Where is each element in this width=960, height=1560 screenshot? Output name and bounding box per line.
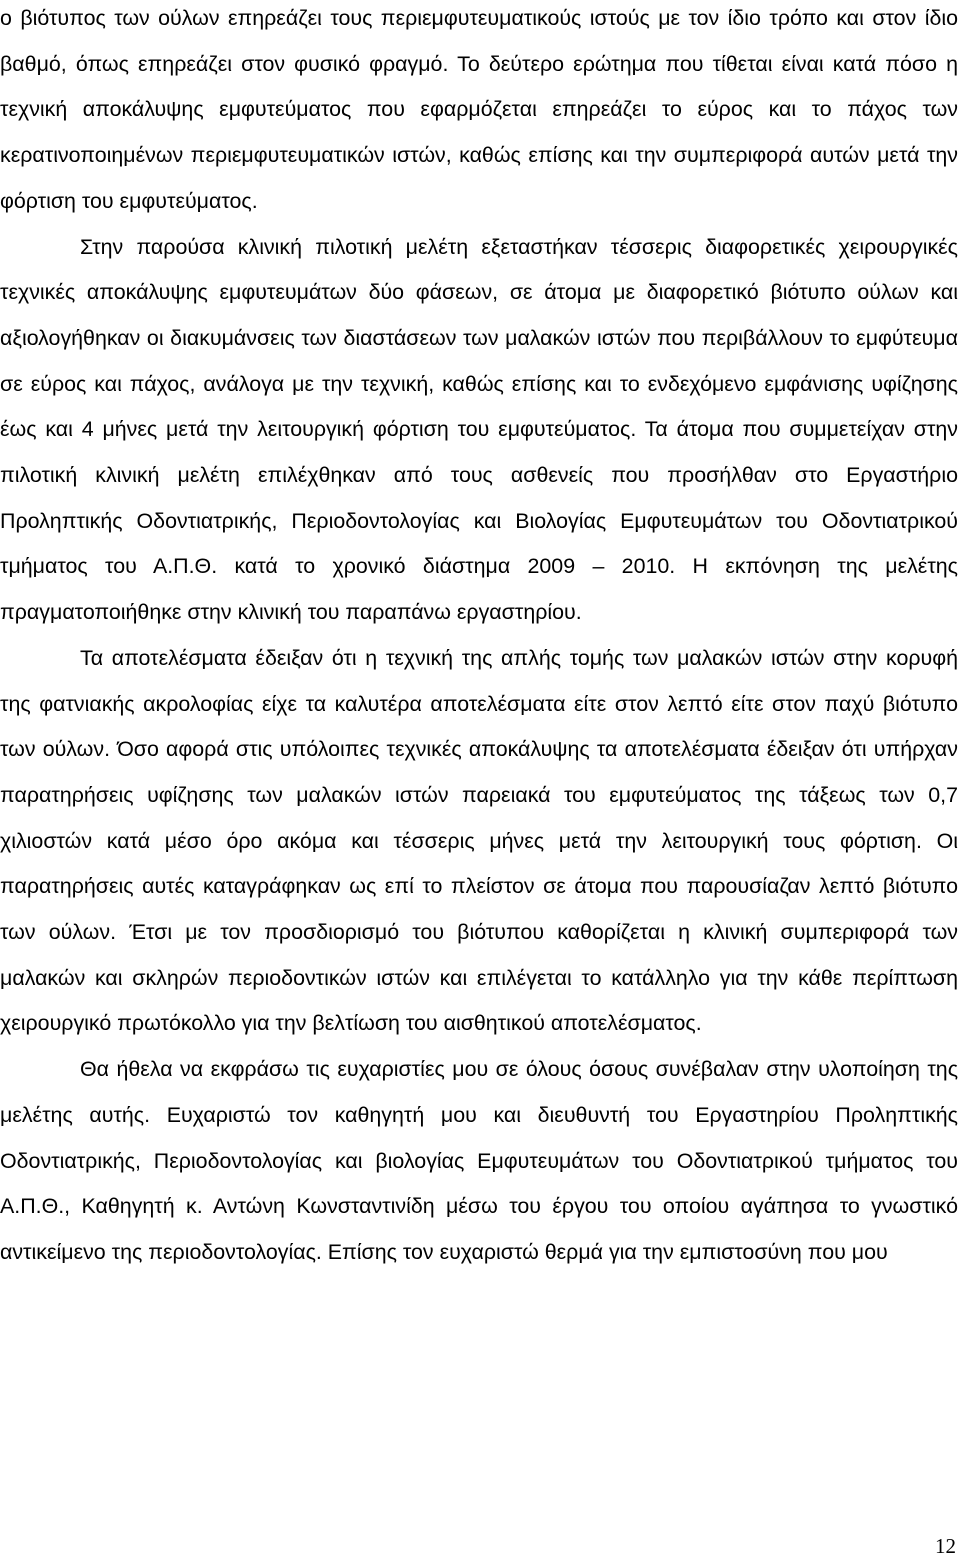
- paragraph-2: Στην παρούσα κλινική πιλοτική μελέτη εξεταστήκαν τέσσερις διαφορετικές χειρουργικές τεχνικές αποκάλυψης εμφυτευμάτων δύο φάσεων, σε άτομα με διαφορετικό βιότυπο ούλων και αξιολογήθηκαν οι διακυμάνσεις των διαστάσεων των μαλακών ιστών που περιβάλλουν το εμφύτευμα σε εύρος και πάχος, ανάλογα με την τεχνική, καθώς επίσης και το ενδεχόμενο εμφάνισης υφίζησης έως και 4 μήνες μετά την λειτουργική φόρτιση του εμφυτεύματος. Τα άτομα που συμμετείχαν στην πιλοτική κλινική μελέτη επιλέχθηκαν από τους ασθενείς που προσήλθαν στο Εργαστήριο Προληπτικής Οδοντιατρικής, Περιοδοντολογίας και Βιολογίας Εμφυτευμάτων του Οδοντιατρικού τμήματος του Α.Π.Θ. κατά το χρονικό διάστημα 2009 – 2010. Η εκπόνηση της μελέτης πραγματοποιήθηκε στην κλινική του παραπάνω εργαστηρίου.: [0, 234, 958, 625]
- page-number: 12: [935, 1534, 956, 1558]
- paragraph-3: Τα αποτελέσματα έδειξαν ότι η τεχνική της απλής τομής των μαλακών ιστών στην κορυφή της φατνιακής ακρολοφίας είχε τα καλυτέρα αποτελέσματα είτε στον λεπτό είτε στον παχύ βιότυπο των ούλων. Όσο αφορά στις υπόλοιπες τεχνικές αποκάλυψης τα αποτελέσματα έδειξαν ότι υπήρχαν παρατηρήσεις υφίζησης των μαλακών ιστών παρειακά του εμφυτεύματος της τάξεως των 0,7 χιλιοστών κατά μέσο όρο ακόμα και τέσσερις μήνες μετά την λειτουργική τους φόρτιση. Οι παρατηρήσεις αυτές καταγράφηκαν ως επί το πλείστον σε άτομα που παρουσίαζαν λεπτό βιότυπο των ούλων. Έτσι με τον προσδιορισμό του βιότυπου καθορίζεται η κλινική συμπεριφορά των μαλακών και σκληρών περιοδοντικών ιστών και επιλέγεται το κατάλληλο για την κάθε περίπτωση χειρουργικό πρωτόκολλο για την βελτίωση του αισθητικού αποτελέσματος.: [0, 645, 958, 1036]
- paragraph-1: ο βιότυπος των ούλων επηρεάζει τους περιεμφυτευματικούς ιστούς με τον ίδιο τρόπο και στον ίδιο βαθμό, όπως επηρεάζει στον φυσικό φραγμό. Το δεύτερο ερώτημα που τίθεται είναι κατά πόσο η τεχνική αποκάλυψης εμφυτεύματος που εφαρμόζεται επηρεάζει το εύρος και το πάχος των κερατινοποιημένων περιεμφυτευματικών ιστών, καθώς επίσης και την συμπεριφορά αυτών μετά την φόρτιση του εμφυτεύματος.: [0, 6, 958, 213]
- paragraph-4: Θα ήθελα να εκφράσω τις ευχαριστίες μου σε όλους όσους συνέβαλαν στην υλοποίηση της μελέτης αυτής. Ευχαριστώ τον καθηγητή μου και διευθυντή του Εργαστηρίου Προληπτικής Οδοντιατρικής, Περιοδοντολογίας και βιολογίας Εμφυτευμάτων του Οδοντιατρικού τμήματος του Α.Π.Θ., Καθηγητή κ. Αντώνη Κωνσταντινίδη μέσω του έργου του οποίου αγάπησα το γνωστικό αντικείμενο της περιοδοντολογίας. Επίσης τον ευχαριστώ θερμά για την εμπιστοσύνη που μου: [0, 1057, 958, 1264]
